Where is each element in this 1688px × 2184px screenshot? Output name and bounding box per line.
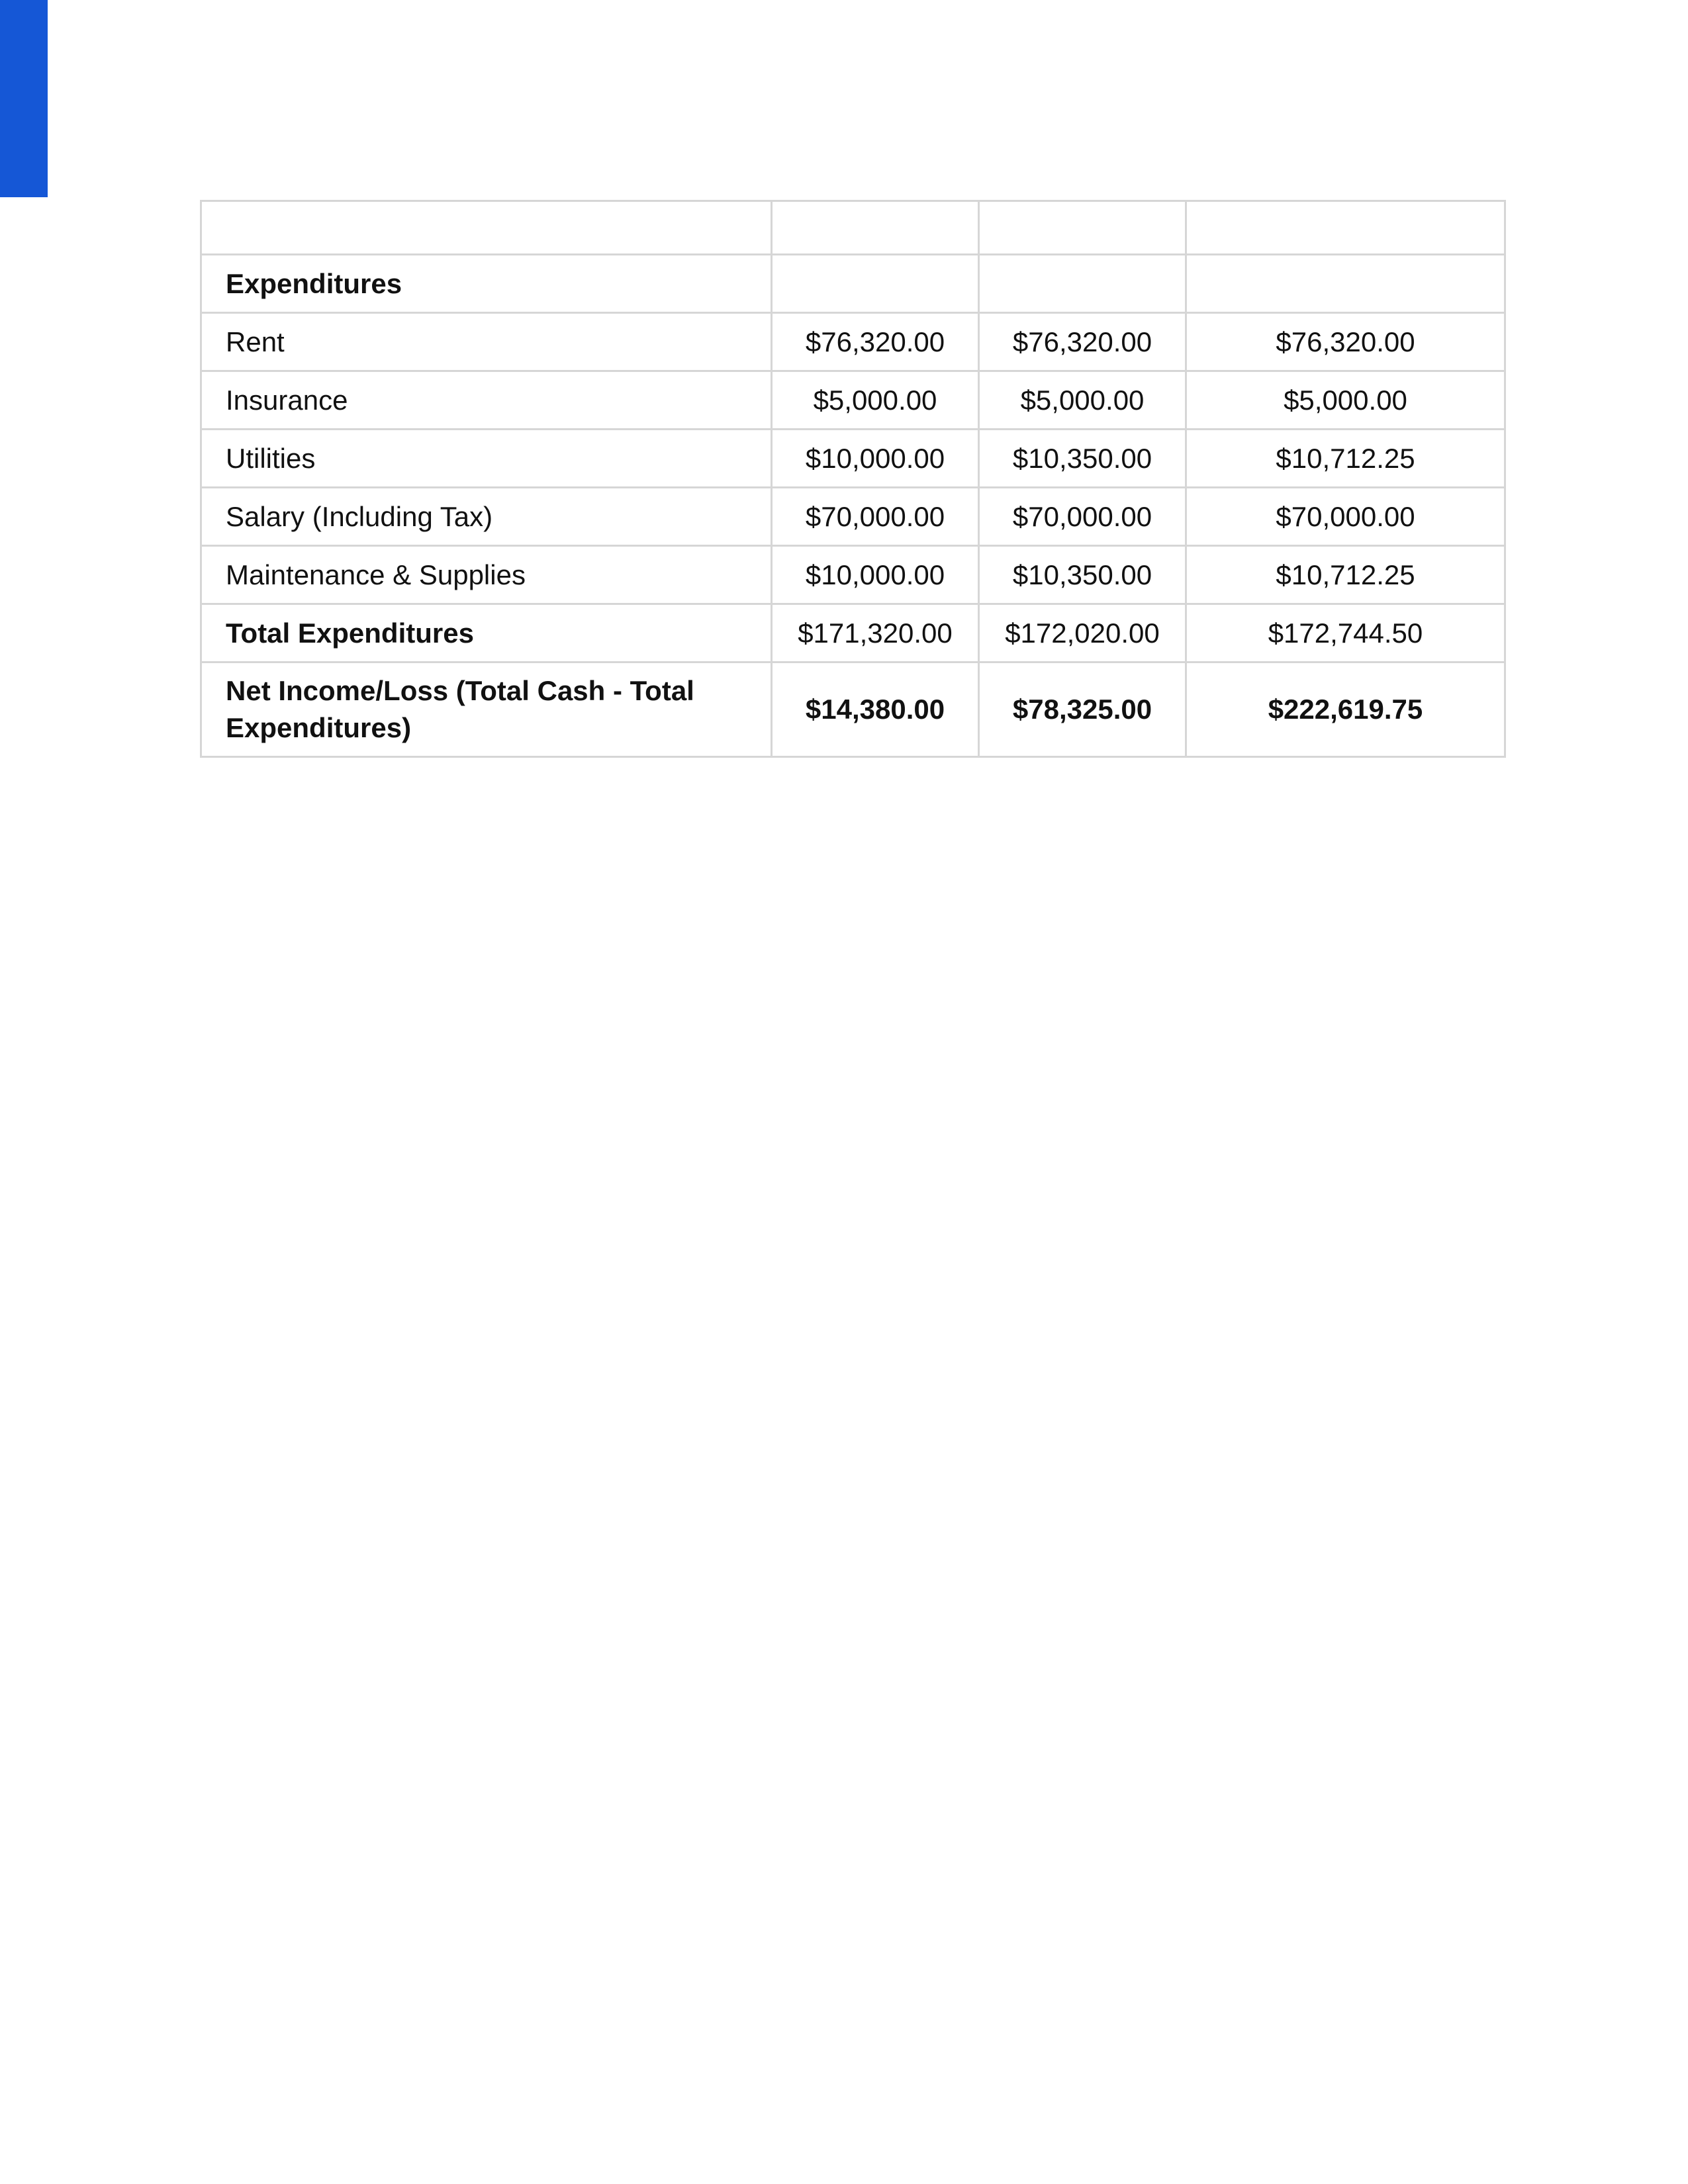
row-label: Rent [201,313,772,371]
row-value-year-3: $222,619.75 [1186,662,1505,757]
row-value-year-2: $10,350.00 [979,546,1186,604]
row-value-year-3 [1186,255,1505,313]
row-value-year-1: $171,320.00 [772,604,979,662]
row-value-year-3: $10,712.25 [1186,546,1505,604]
table-row-salary [201,488,1505,546]
row-value-year-1: $76,320.00 [772,313,979,371]
header-cell-year-2 [979,201,1186,255]
row-value-year-1: $5,000.00 [772,371,979,430]
total-row-expenditures [201,604,1505,662]
row-value-year-1: $10,000.00 [772,430,979,488]
row-value-year-1 [772,255,979,313]
table-header-row [201,201,1505,255]
header-cell-year-3 [1186,201,1505,255]
expenditures-table [200,200,1506,758]
row-label: Net Income/Loss (Total Cash - Total Expenditures) [201,662,772,757]
net-income-row [201,662,1505,757]
section-row-expenditures [201,255,1505,313]
row-value-year-3: $172,744.50 [1186,604,1505,662]
row-value-year-2: $5,000.00 [979,371,1186,430]
header-cell-year-1 [772,201,979,255]
row-value-year-1: $10,000.00 [772,546,979,604]
row-value-year-2: $172,020.00 [979,604,1186,662]
row-value-year-3: $76,320.00 [1186,313,1505,371]
row-value-year-2: $78,325.00 [979,662,1186,757]
row-label: Utilities [201,430,772,488]
row-value-year-1: $70,000.00 [772,488,979,546]
row-value-year-3: $70,000.00 [1186,488,1505,546]
row-label: Salary (Including Tax) [201,488,772,546]
row-value-year-3: $5,000.00 [1186,371,1505,430]
row-value-year-2 [979,255,1186,313]
row-value-year-1: $14,380.00 [772,662,979,757]
table-row-rent [201,313,1505,371]
table-row-utilities [201,430,1505,488]
row-value-year-2: $70,000.00 [979,488,1186,546]
row-value-year-2: $76,320.00 [979,313,1186,371]
row-value-year-2: $10,350.00 [979,430,1186,488]
row-label: Insurance [201,371,772,430]
row-label: Maintenance & Supplies [201,546,772,604]
row-label: Total Expenditures [201,604,772,662]
side-accent-bar [0,0,48,197]
header-cell-label [201,201,772,255]
row-label: Expenditures [201,255,772,313]
row-value-year-3: $10,712.25 [1186,430,1505,488]
table-row-insurance [201,371,1505,430]
table-row-maintenance [201,546,1505,604]
